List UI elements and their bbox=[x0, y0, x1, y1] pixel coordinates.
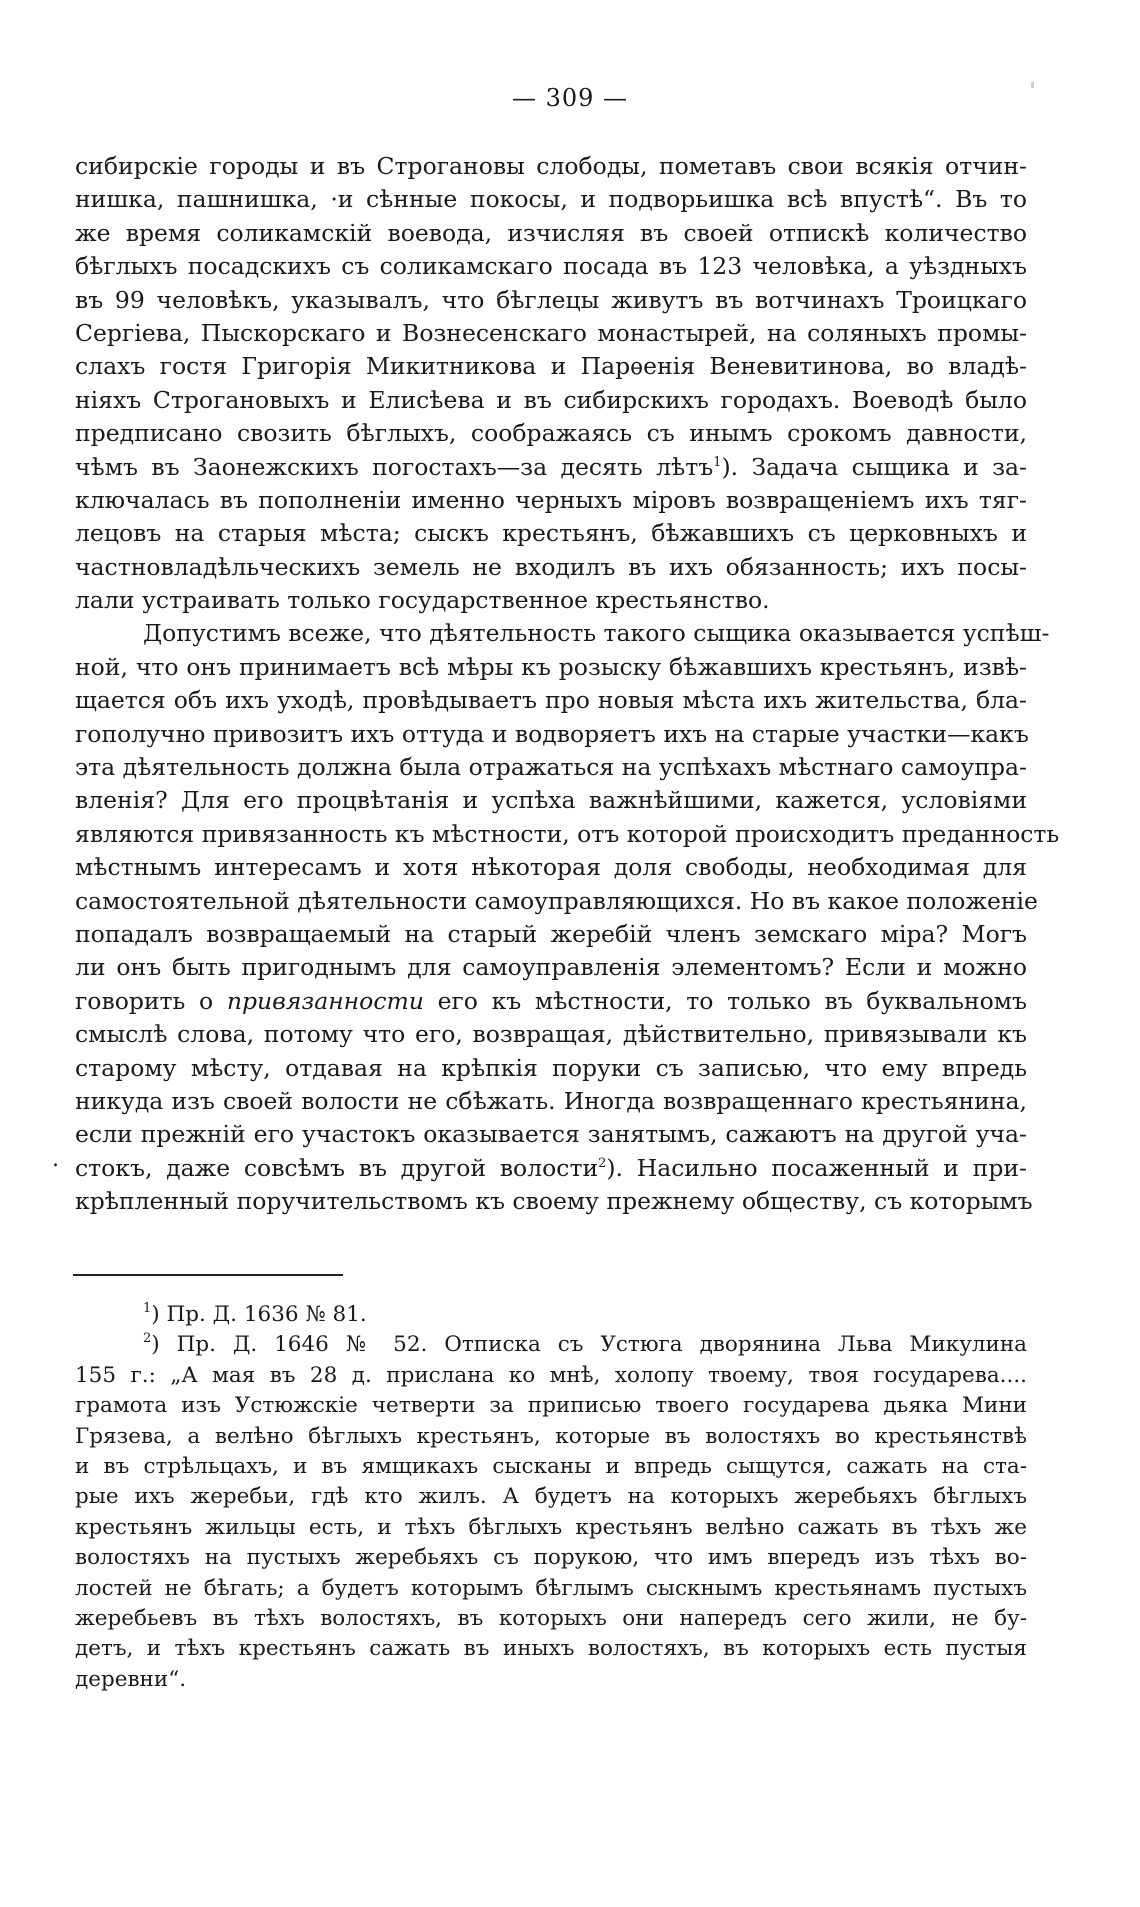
body-line: самостоятельной дѣятельности самоуправляющихся. Но въ какое положеніе bbox=[75, 886, 1038, 915]
body-line: если прежній его участокъ оказывается занятымъ, сажаютъ на другой уча- bbox=[75, 1120, 1027, 1149]
body-line: эта дѣятельность должна была отражаться на успѣхахъ мѣстнаго самоупра- bbox=[75, 753, 1027, 782]
line-text: ). Задача сыщика и за- bbox=[721, 452, 1027, 481]
body-line: смыслѣ слова, потому что его, возвращая, дѣйствительно, привязывали къ bbox=[75, 1020, 1027, 1049]
footnote-separator bbox=[73, 1274, 343, 1276]
body-line: ли онъ быть пригоднымъ для самоуправленія элементомъ? Если и можно bbox=[75, 953, 1027, 982]
body-text bbox=[75, 150, 1060, 1219]
body-line: лецовъ на старыя мѣста; сыскъ крестьянъ, бѣжавшихъ съ церковныхъ и bbox=[75, 519, 1027, 548]
emphasized-word: привязанности bbox=[226, 986, 424, 1015]
body-line: старому мѣсту, отдавая на крѣпкія поруки съ записью, что ему впредь bbox=[75, 1053, 1027, 1082]
footnote-text: ) Пр. Д. 1636 № 81. bbox=[151, 1302, 367, 1327]
footnote-line: 155 г.: „А мая въ 28 д. прислана ко мнѣ, холопу твоему, твоя государева.... bbox=[75, 1362, 1027, 1388]
body-line-with-footnote-ref bbox=[75, 451, 1027, 484]
footnote-line: грамота изъ Устюжскіе четверти за приписью твоего государева дьяка Мини bbox=[75, 1393, 1027, 1419]
body-line: крѣпленный поручительствомъ къ своему прежнему обществу, съ которымъ bbox=[75, 1187, 1033, 1216]
line-text: его къ мѣстности, то только въ буквальномъ bbox=[423, 986, 1027, 1015]
footnotes bbox=[75, 1300, 1027, 1695]
margin-mark: . bbox=[52, 1147, 59, 1172]
body-line: попадалъ возвращаемый на старый жеребій членъ земскаго міра? Могъ bbox=[75, 919, 1027, 948]
body-line-with-emphasis bbox=[75, 985, 1027, 1018]
page-number: — 309 — bbox=[511, 84, 629, 112]
body-line: въ 99 человѣкъ, указывалъ, что бѣглецы живутъ въ вотчинахъ Троицкаго bbox=[75, 285, 1027, 314]
body-line: лали устраивать только государственное крестьянство. bbox=[75, 586, 770, 615]
body-line: Сергіева, Пыскорскаго и Вознесенскаго монастырей, на соляныхъ промы- bbox=[75, 318, 1027, 347]
paragraph-first-line: Допустимъ всеже, что дѣятельность такого сыщика оказывается успѣш- bbox=[143, 619, 1050, 648]
body-line: ніяхъ Строгановыхъ и Елисѣева и въ сибирскихъ городахъ. Воеводѣ было bbox=[75, 385, 1027, 414]
footnote-line: рые ихъ жеребьи, гдѣ кто жилъ. А будетъ на которыхъ жеребьяхъ бѣглыхъ bbox=[75, 1484, 1027, 1510]
footnote-1 bbox=[75, 1300, 1027, 1330]
footnote-line: Грязева, а велѣно бѣглыхъ крестьянъ, которые въ волостяхъ во крестьянствѣ bbox=[75, 1423, 1027, 1449]
footnote-ref-1[interactable]: 1 bbox=[713, 454, 722, 470]
body-line: слахъ гостя Григорія Микитникова и Парѳенія Веневитинова, во владѣ- bbox=[75, 352, 1027, 381]
footnote-line: детъ, и тѣхъ крестьянъ сажать въ иныхъ волостяхъ, въ которыхъ есть пустыя bbox=[75, 1636, 1027, 1662]
footnote-line: крестьянъ жильцы есть, и тѣхъ бѣглыхъ крестьянъ велѣно сажать въ тѣхъ же bbox=[75, 1514, 1027, 1540]
body-line: нишка, пашнишка, ·и сѣнные покосы, и подворьишка всѣ впустѣ“. Въ то bbox=[75, 185, 1027, 214]
footnote-line: лостей не бѣгать; а будетъ которымъ бѣглымъ сыскнымъ крестьянамъ пустыхъ bbox=[75, 1575, 1027, 1601]
body-line: же время соликамскій воевода, изчисляя въ своей отпискѣ количество bbox=[75, 218, 1027, 247]
footnote-ref-2[interactable]: 2 bbox=[598, 1155, 607, 1171]
footnote-line: жеребьевъ въ тѣхъ волостяхъ, въ которыхъ они напередъ сего жили, не бу- bbox=[75, 1605, 1027, 1631]
body-line: предписано свозить бѣглыхъ, соображаясь съ инымъ срокомъ давности, bbox=[75, 419, 1027, 448]
body-line: вленія? Для его процвѣтанія и успѣха важнѣйшими, кажется, условіями bbox=[75, 786, 1027, 815]
line-text: чѣмъ въ Заонежскихъ погостахъ—за десять лѣтъ bbox=[75, 452, 714, 481]
body-line: являются привязанность къ мѣстности, отъ которой происходитъ преданность bbox=[75, 819, 1060, 848]
body-line: сибирскіе городы и въ Строгановы слободы, пометавъ свои всякія отчин- bbox=[75, 152, 1027, 180]
body-line: частновладѣльческихъ земель не входилъ въ ихъ обязанность; ихъ посы- bbox=[75, 552, 1027, 581]
line-text: говорить о bbox=[75, 986, 214, 1015]
footnote-line: деревни“. bbox=[75, 1666, 187, 1692]
body-line: ной, что онъ принимаетъ всѣ мѣры къ розыску бѣжавшихъ крестьянъ, извѣ- bbox=[75, 652, 1027, 681]
body-line-with-footnote-ref bbox=[75, 1152, 1027, 1185]
footnote-line: волостяхъ на пустыхъ жеребьяхъ съ порукою, что имъ впередъ изъ тѣхъ во- bbox=[75, 1545, 1027, 1571]
body-line: гополучно привозитъ ихъ оттуда и водворяетъ ихъ на старые участки—какъ bbox=[75, 719, 1029, 748]
footnote-marker-1: 1 bbox=[143, 1301, 152, 1316]
footnote-text: ) Пр. Д. 1646 № 52. Отписка съ Устюга дворянина Льва Микулина bbox=[151, 1332, 1027, 1358]
line-text: стокъ, даже совсѣмъ въ другой волости bbox=[75, 1153, 599, 1182]
line-text: ). Насильно посаженный и при- bbox=[606, 1153, 1027, 1182]
footnote-2 bbox=[75, 1330, 1027, 1360]
body-line: ключалась въ пополненіи именно черныхъ міровъ возвращеніемъ ихъ тяг- bbox=[75, 485, 1027, 514]
body-line: мѣстнымъ интересамъ и хотя нѣкоторая доля свободы, необходимая для bbox=[75, 853, 1027, 882]
body-line: бѣглыхъ посадскихъ съ соликамскаго посада въ 123 человѣка, а уѣздныхъ bbox=[75, 252, 1027, 281]
footnote-marker-2: 2 bbox=[143, 1331, 152, 1347]
footnote-line: и въ стрѣльцахъ, и въ ямщикахъ сысканы и впредь сыщутся, сажать на ста- bbox=[75, 1453, 1027, 1479]
body-line: щается объ ихъ уходѣ, провѣдываетъ про новыя мѣста ихъ жительства, бла- bbox=[75, 686, 1027, 715]
body-line: никуда изъ своей волости не сбѣжать. Иногда возвращеннаго крестьянина, bbox=[75, 1086, 1027, 1115]
